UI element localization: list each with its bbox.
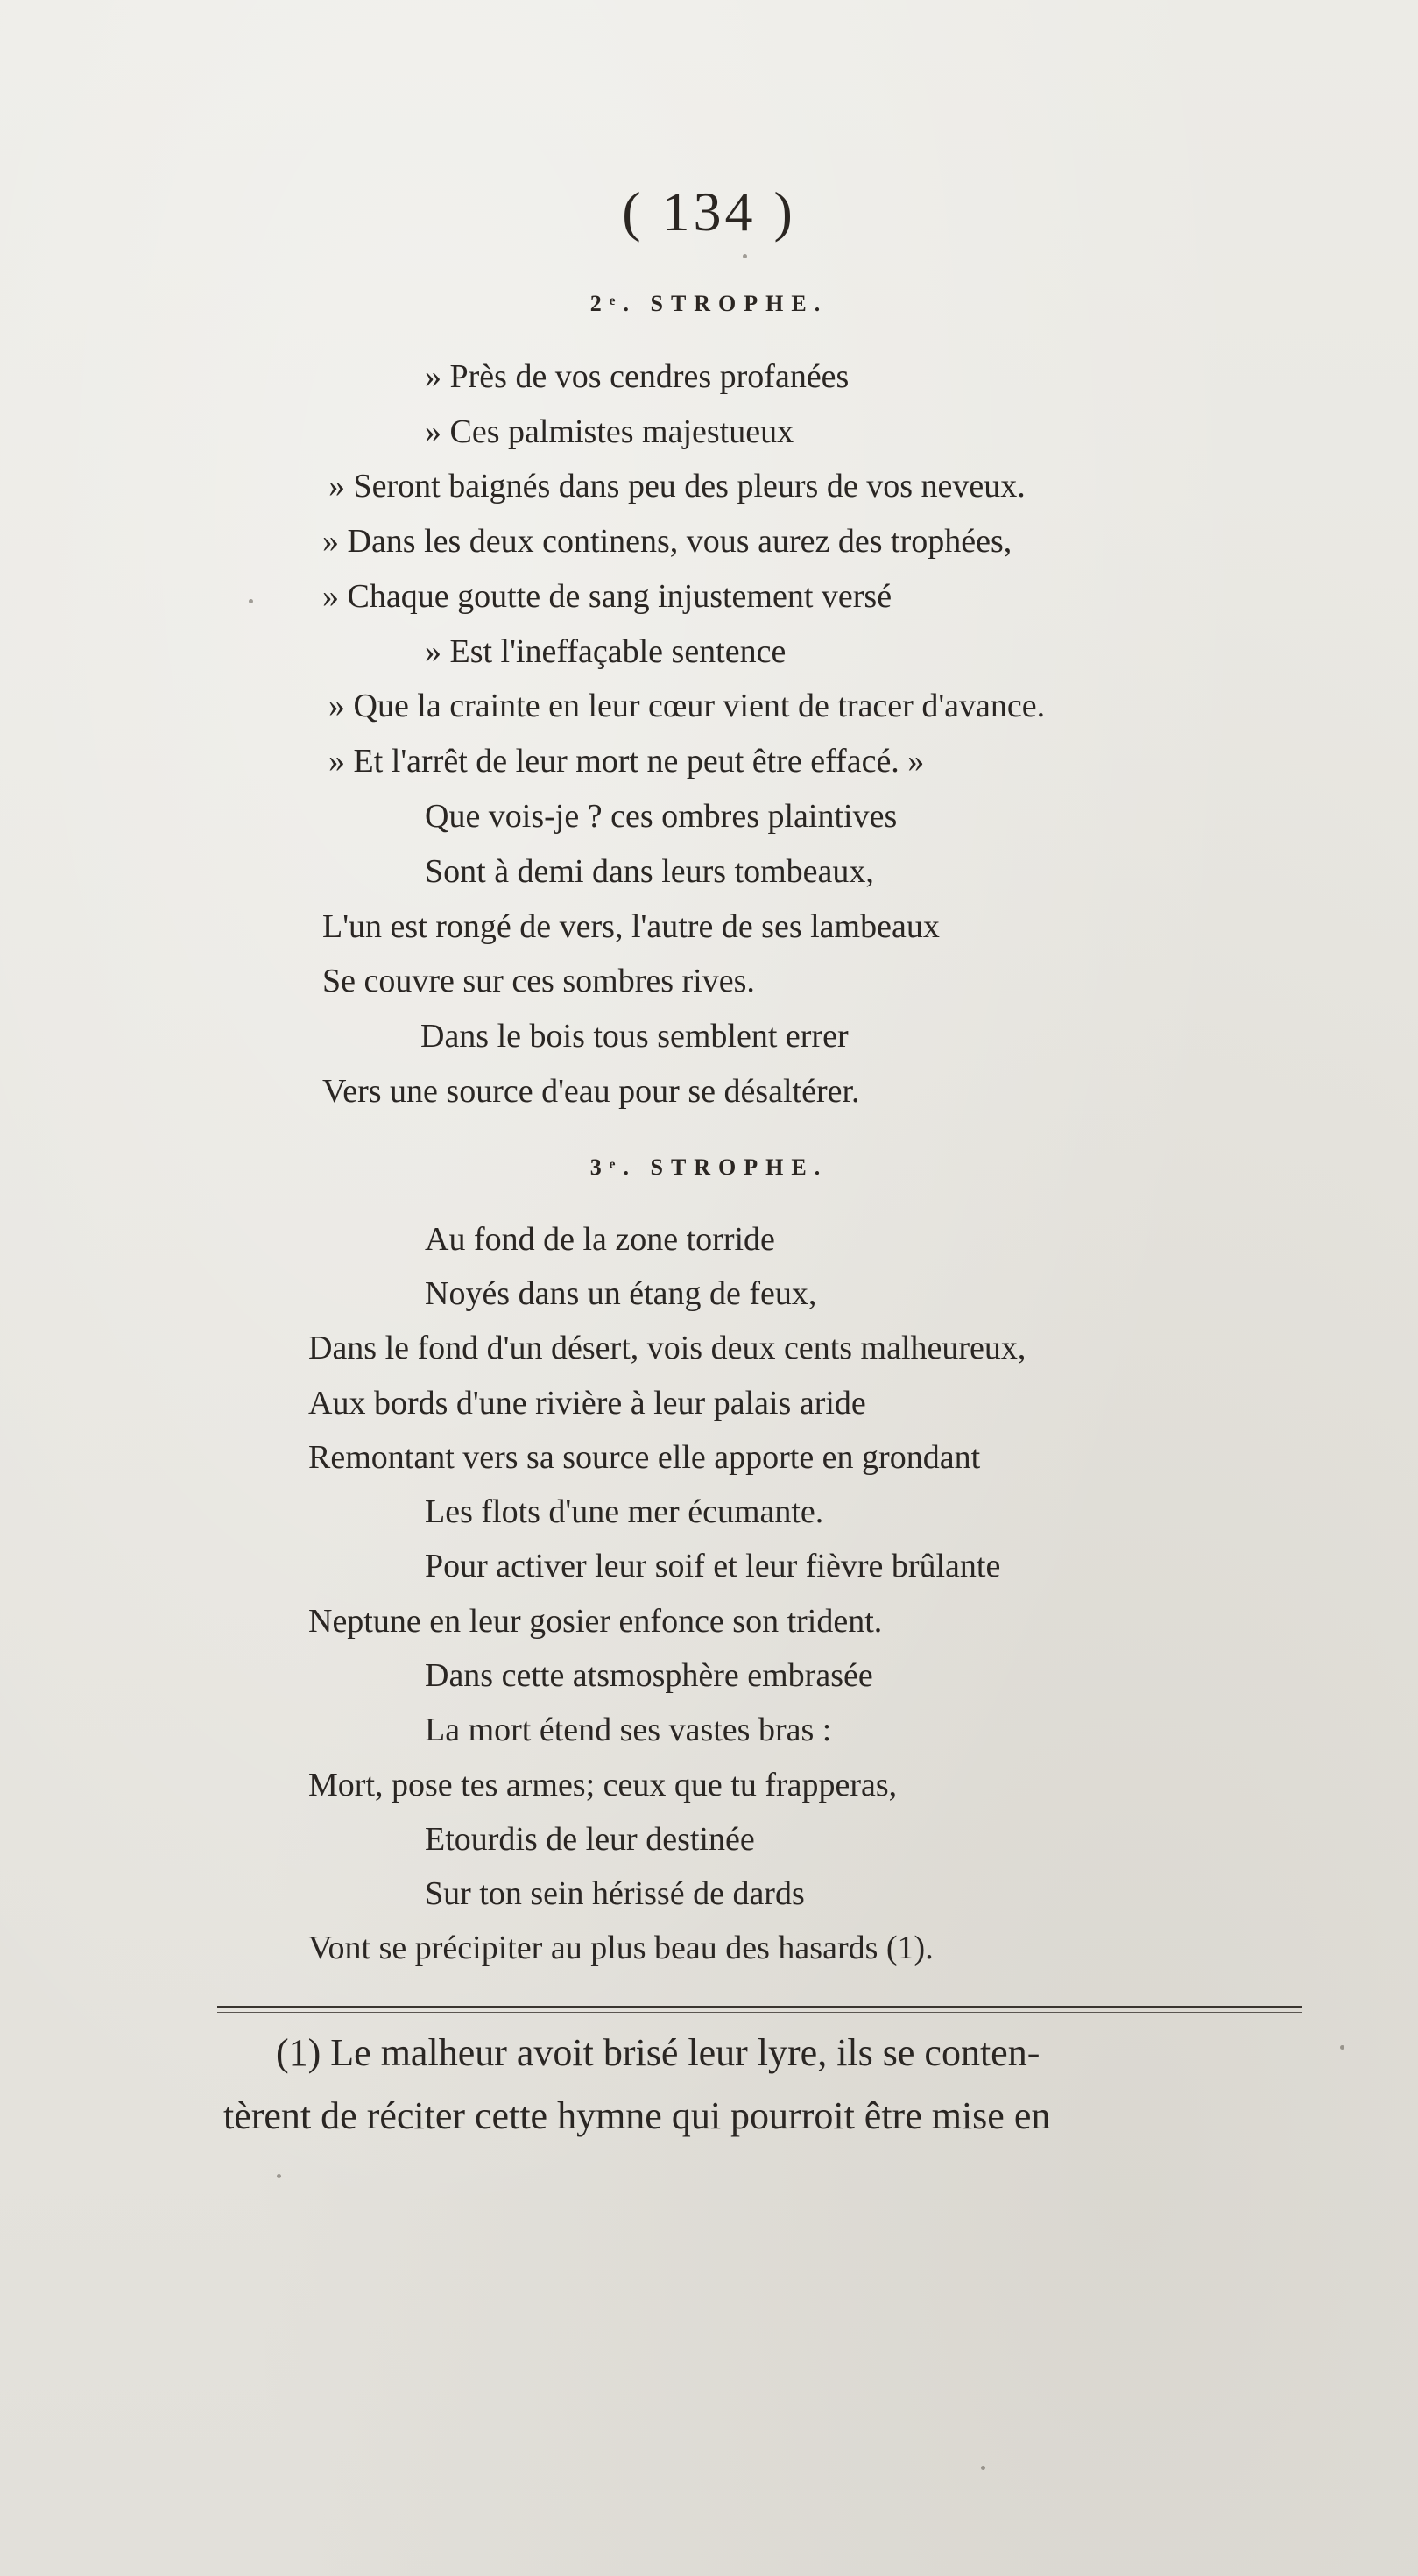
strophe-3-heading: 3ᵉ. STROPHE. xyxy=(589,1154,829,1180)
verse-line: Etourdis de leur destinée xyxy=(425,1821,755,1858)
verse-line: La mort étend ses vastes bras : xyxy=(425,1711,832,1748)
verse-line: » Chaque goutte de sang injustement versé xyxy=(322,578,892,615)
verse-line: Dans cette atsmosphère embrasée xyxy=(425,1657,873,1694)
verse-line: Dans le bois tous semblent errer xyxy=(420,1018,849,1055)
footnote-divider-thin xyxy=(217,2012,1302,2013)
paper-speck xyxy=(277,2174,281,2178)
footnote-line: tèrent de réciter cette hymne qui pourroit être mise en xyxy=(223,2094,1051,2137)
verse-line: Au fond de la zone torride xyxy=(425,1221,775,1258)
verse-line: Que vois-je ? ces ombres plaintives xyxy=(425,798,898,835)
verse-line: Vers une source d'eau pour se désaltérer. xyxy=(322,1073,860,1110)
paper-speck xyxy=(1340,2045,1344,2050)
verse-line: Noyés dans un étang de feux, xyxy=(425,1275,817,1312)
verse-line: Mort, pose tes armes; ceux que tu frapperas, xyxy=(308,1767,898,1803)
verse-line: » Dans les deux continens, vous aurez des trophées, xyxy=(322,523,1012,560)
verse-line: Se couvre sur ces sombres rives. xyxy=(322,963,755,999)
paper-speck xyxy=(743,254,747,258)
verse-line: Pour activer leur soif et leur fièvre brûlante xyxy=(425,1548,1001,1584)
verse-line: Dans le fond d'un désert, vois deux cents malheureux, xyxy=(308,1330,1026,1366)
strophe-2-heading: 2ᵉ. STROPHE. xyxy=(589,291,829,316)
paper-speck xyxy=(249,599,253,603)
verse-line: » Et l'arrêt de leur mort ne peut être effacé. » xyxy=(328,743,925,780)
verse-line: Les flots d'une mer écumante. xyxy=(425,1493,824,1530)
page-number: ( 134 ) xyxy=(622,180,796,243)
verse-line: Remontant vers sa source elle apporte en grondant xyxy=(308,1439,981,1476)
verse-line: Sont à demi dans leurs tombeaux, xyxy=(425,853,874,890)
verse-line: » Seront baignés dans peu des pleurs de vos neveux. xyxy=(328,468,1026,505)
verse-line: L'un est rongé de vers, l'autre de ses lambeaux xyxy=(322,908,940,945)
verse-line: » Que la crainte en leur cœur vient de tracer d'avance. xyxy=(328,688,1046,724)
verse-line: Sur ton sein hérissé de dards xyxy=(425,1875,805,1912)
paper-speck xyxy=(981,2466,985,2470)
verse-line: » Près de vos cendres profanées xyxy=(425,358,850,395)
footnote-divider xyxy=(217,2006,1302,2008)
verse-line: Aux bords d'une rivière à leur palais aride xyxy=(308,1385,866,1422)
verse-line: » Est l'ineffaçable sentence xyxy=(425,633,787,670)
verse-line: » Ces palmistes majestueux xyxy=(425,413,794,450)
verse-line: Neptune en leur gosier enfonce son trident. xyxy=(308,1603,883,1640)
verse-line: Vont se précipiter au plus beau des hasards (1). xyxy=(308,1930,934,1966)
footnote-line: (1) Le malheur avoit brisé leur lyre, ils se conten- xyxy=(276,2031,1041,2074)
